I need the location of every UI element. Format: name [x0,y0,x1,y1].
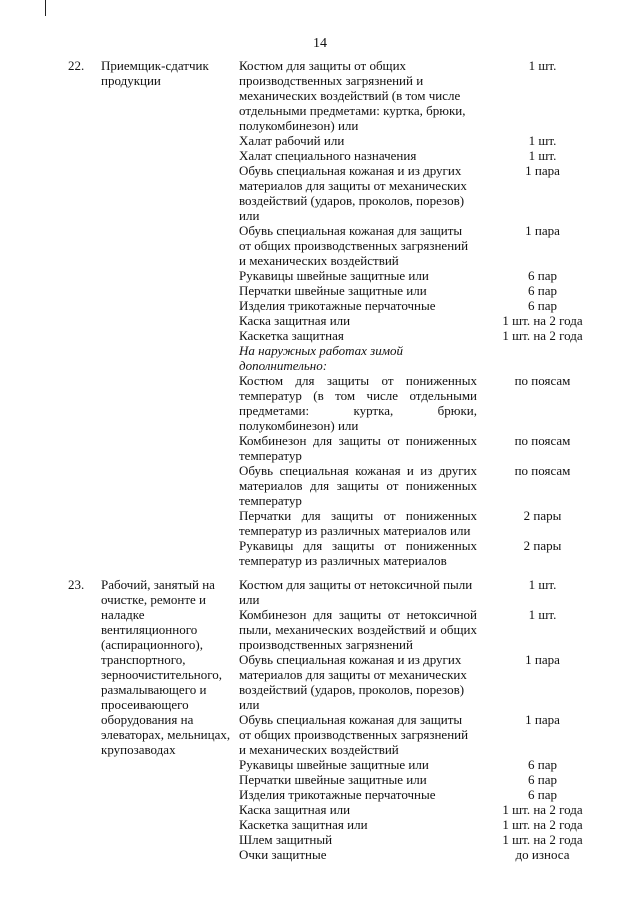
ppe-quantity: 1 шт. [528,58,557,73]
ppe-quantity: 6 пар [528,268,557,283]
ppe-quantity: 1 шт. [528,133,557,148]
ppe-quantity: 6 пар [528,772,557,787]
occupation-name: Приемщик-сдатчик продукции [101,58,209,88]
ppe-quantity: 1 пара [525,223,560,238]
ppe-item: Рукавицы для защиты от пониженных температур из различных материалов [239,538,477,568]
ppe-quantity: 1 пара [525,652,560,667]
ppe-quantity: по поясам [514,433,571,448]
ppe-quantity: 1 шт. [528,148,557,163]
ppe-item: Очки защитные [239,847,327,862]
ppe-item: Костюм для защиты от общих производственных загрязнений и механических воздействий (в том числе отдельными предметами: куртка, брюки, полукомбинезон) или [239,58,466,133]
ppe-item: Рукавицы швейные защитные или [239,757,429,772]
ppe-item: Обувь специальная кожаная и из других материалов для защиты от пониженных температур [239,463,477,508]
record-number: 22. [68,58,85,73]
ppe-quantity: 6 пар [528,298,557,313]
record-number: 23. [68,577,85,592]
ppe-quantity: 2 пары [523,508,562,523]
ppe-item: Костюм для защиты от нетоксичной пыли или [239,577,473,607]
ppe-item: Комбинезон для защиты от пониженных температур [239,433,477,463]
ppe-quantity: 1 шт. [528,577,557,592]
ppe-quantity: 6 пар [528,787,557,802]
occupation-name: Рабочий, занятый на очистке, ремонте и наладке вентиляционного (аспирационного), транспортного, зерноочистительного, размалывающего и просеивающего оборудования на элеваторах, мельницах, крупозаводах [101,577,231,757]
ppe-quantity: 1 шт. [528,607,557,622]
ppe-item: Изделия трикотажные перчаточные [239,298,436,313]
ppe-item: Обувь специальная кожаная для защиты от общих производственных загрязнений и механических воздействий [239,223,469,268]
section-note: На наружных работах зимой дополнительно: [239,343,404,373]
ppe-quantity: до износа [515,847,570,862]
ppe-quantity: 1 шт. на 2 года [502,817,583,832]
ppe-quantity: 2 пары [523,538,562,553]
ppe-item: Изделия трикотажные перчаточные [239,787,436,802]
ppe-item: Шлем защитный [239,832,333,847]
ppe-quantity: 6 пар [528,283,557,298]
ppe-quantity: 1 пара [525,712,560,727]
ppe-item: Обувь специальная кожаная для защиты от общих производственных загрязнений и механических воздействий [239,712,469,757]
ppe-item: Каскетка защитная или [239,817,368,832]
ppe-quantity: 1 шт. на 2 года [502,328,583,343]
ppe-item: Комбинезон для защиты от нетоксичной пыли, механических воздействий и общих производственных загрязнений [239,607,477,652]
scan-edge-mark [45,0,46,16]
ppe-item: Халат рабочий или [239,133,345,148]
ppe-item: Перчатки швейные защитные или [239,283,427,298]
ppe-item: Рукавицы швейные защитные или [239,268,429,283]
ppe-quantity: 1 шт. на 2 года [502,802,583,817]
page-number: 14 [313,36,327,51]
ppe-quantity: 1 шт. на 2 года [502,313,583,328]
ppe-quantity: 1 шт. на 2 года [502,832,583,847]
ppe-quantity: по поясам [514,463,571,478]
ppe-item: Перчатки швейные защитные или [239,772,427,787]
ppe-item: Перчатки для защиты от пониженных температур из различных материалов или [239,508,477,538]
ppe-quantity: 6 пар [528,757,557,772]
ppe-item: Каска защитная или [239,802,351,817]
ppe-item: Каска защитная или [239,313,351,328]
ppe-item: Халат специального назначения [239,148,417,163]
ppe-quantity: 1 пара [525,163,560,178]
ppe-item: Обувь специальная кожаная и из других материалов для защиты от механических воздействий (ударов, проколов, порезов) или [239,163,467,223]
ppe-item: Обувь специальная кожаная и из других материалов для защиты от механических воздействий (ударов, проколов, порезов) или [239,652,467,712]
ppe-item: Каскетка защитная [239,328,344,343]
ppe-quantity: по поясам [514,373,571,388]
ppe-item: Костюм для защиты от пониженных температур (в том числе отдельными предметами: куртка, брюки, полукомбинезон) или [239,373,477,433]
